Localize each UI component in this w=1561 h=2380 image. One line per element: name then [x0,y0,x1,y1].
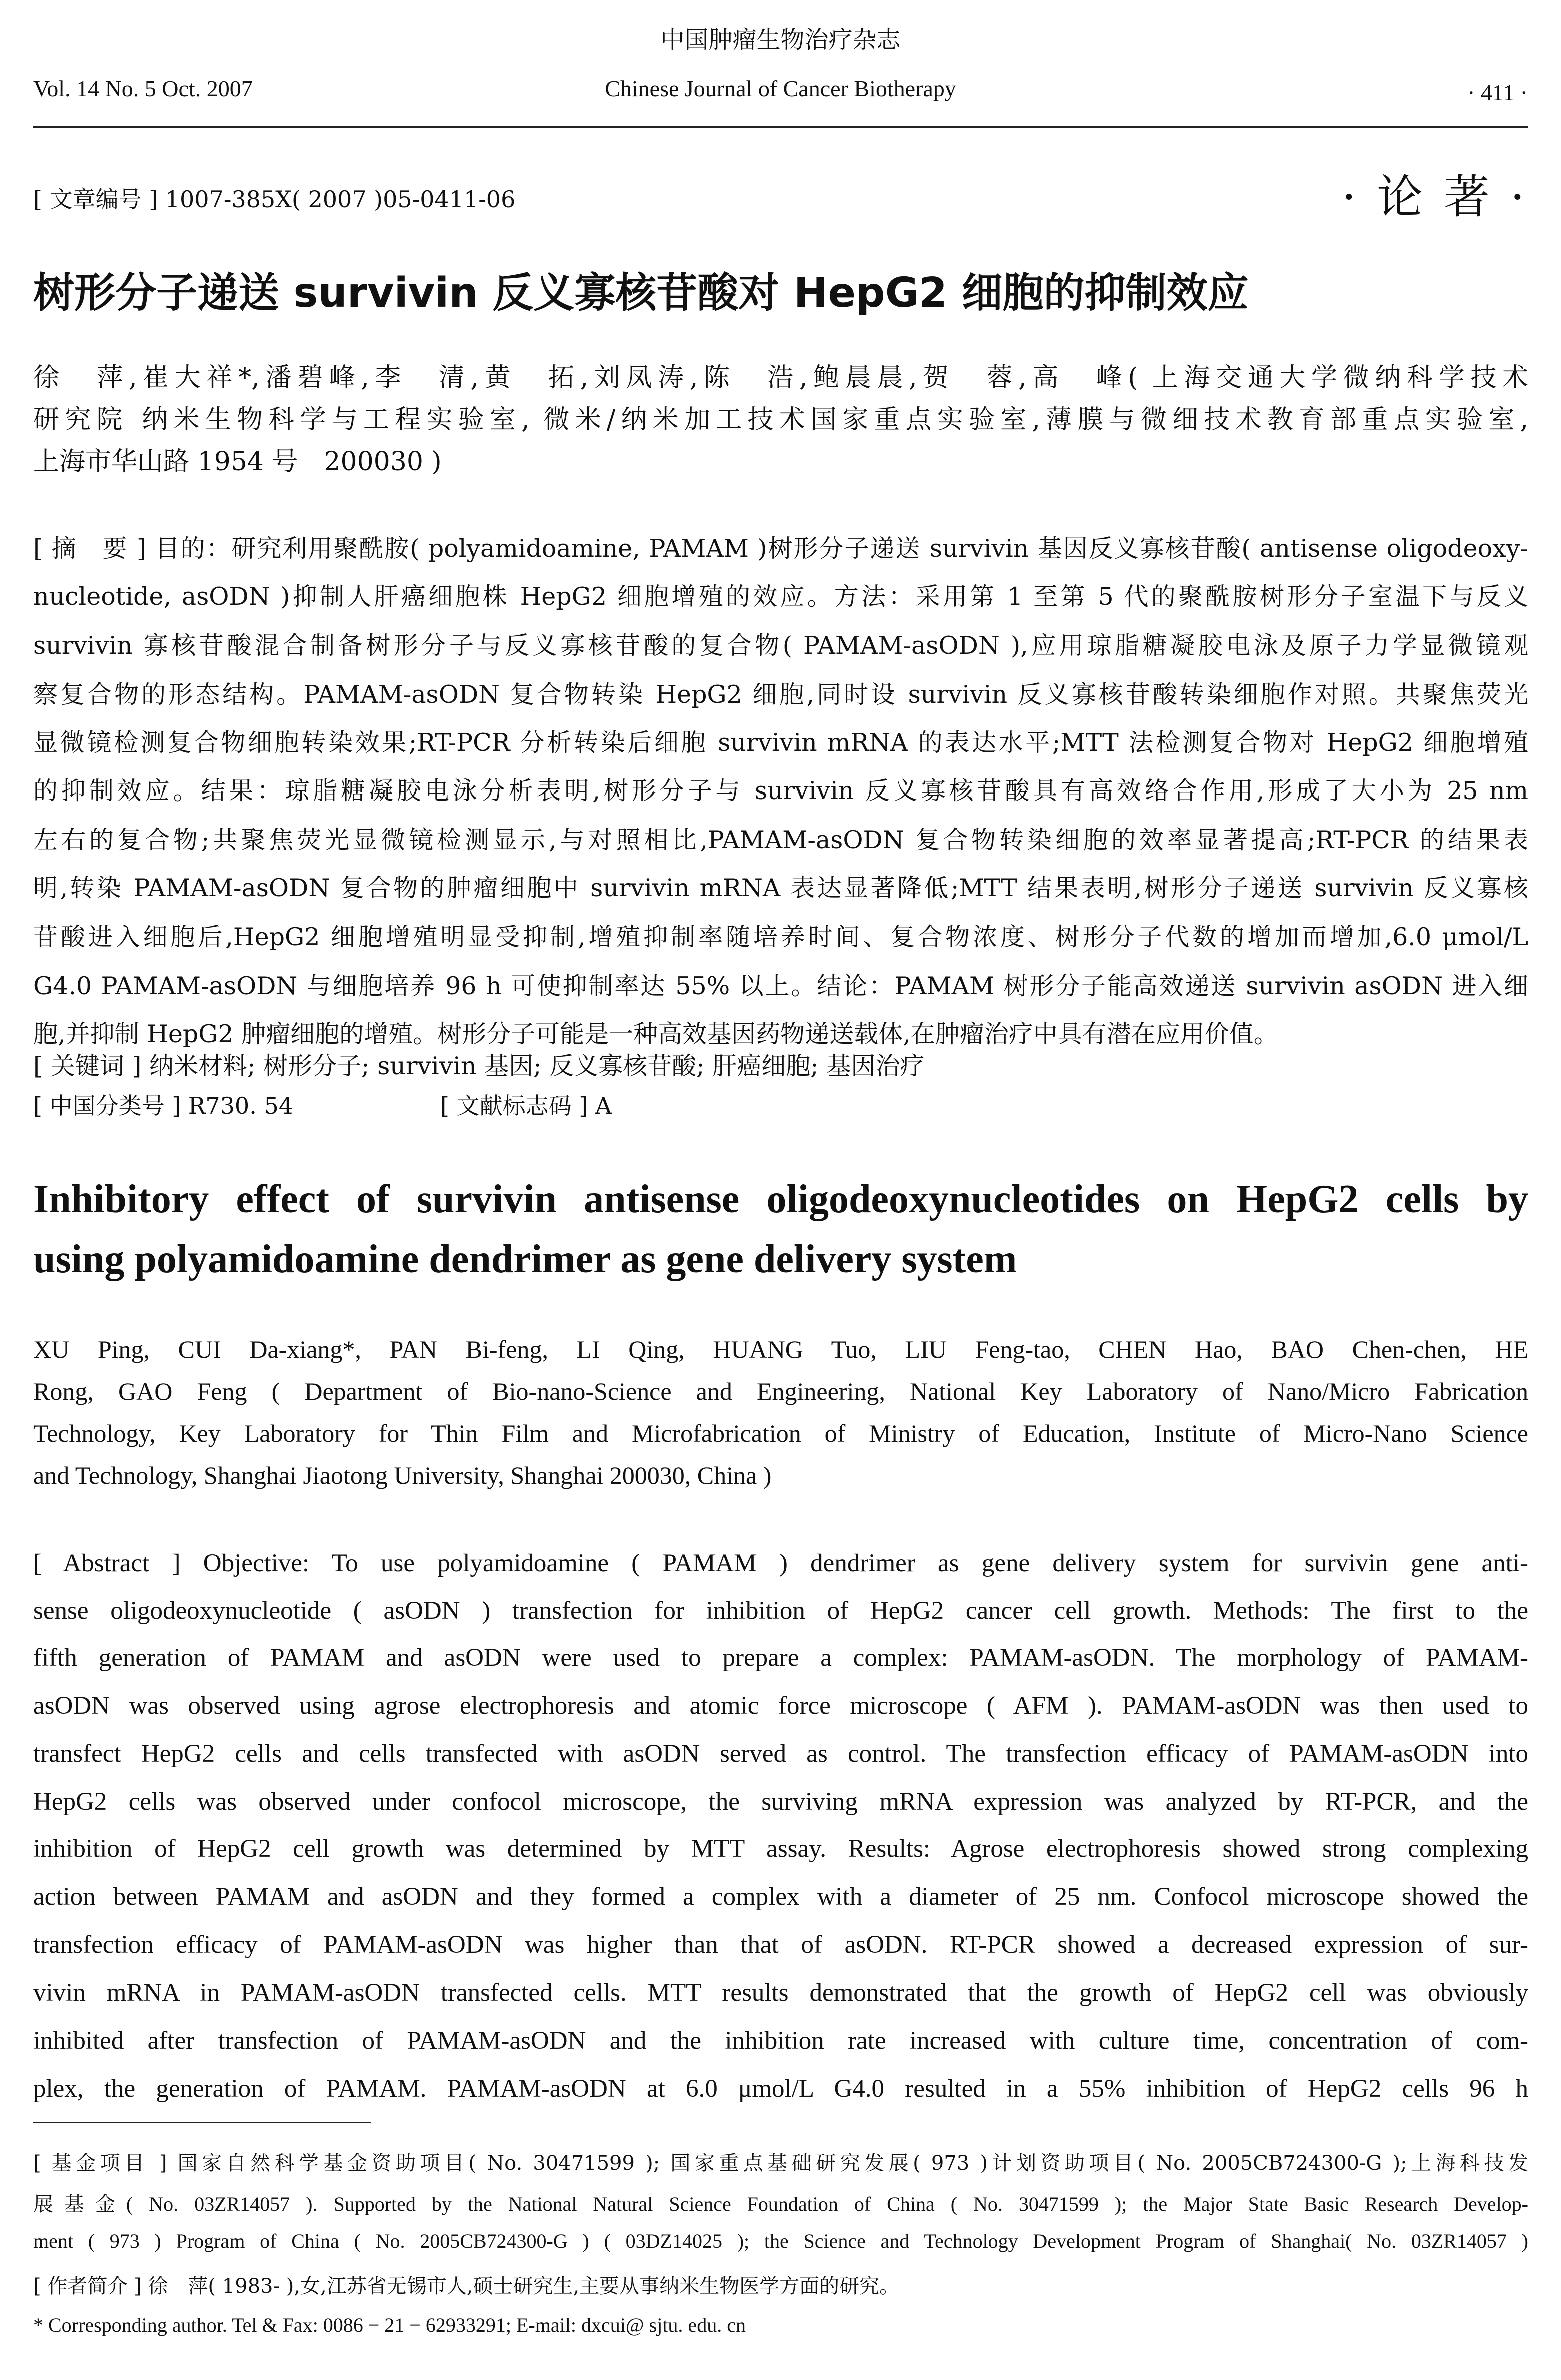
abstract-en-line: transfection efficacy of PAMAM-asODN was higher than that of asODN. RT-PCR showed a decreased expression of sur- [33,1931,1528,1959]
abstract-cn-line: survivin 寡核苷酸混合制备树形分子与反义寡核苷酸的复合物( PAMAM-asODN ),应用琼脂糖凝胶电泳及原子力学显微镜观 [33,631,1528,660]
authors-cn-line: 上海市华山路 1954 号 200030 ) [33,447,442,477]
fund-footnote-line: [ 基金项目 ] 国家自然科学基金资助项目( No. 30471599 ); 国家重点基础研究发展( 973 )计划资助项目( No. 2005CB724300-G );上海科技发 [33,2152,1528,2175]
abstract-en-line: sense oligodeoxynucleotide ( asODN ) transfection for inhibition of HepG2 cancer cell growth. Methods: The first to the [33,1597,1528,1625]
abstract-cn-line: nucleotide, asODN )抑制人肝癌细胞株 HepG2 细胞增殖的效应。方法：采用第 1 至第 5 代的聚酰胺树形分子室温下与反义 [33,582,1528,611]
authors-en-line: XU Ping, CUI Da-xiang*, PAN Bi-feng, LI Qing, HUANG Tuo, LIU Feng-tao, CHEN Hao, BAO Chen-chen, HE [33,1335,1528,1363]
authors-cn-line: 研究院 纳米生物科学与工程实验室, 微米/纳米加工技术国家重点实验室,薄膜与微细技术教育部重点实验室, [33,405,1528,435]
abstract-en-line: plex, the generation of PAMAM. PAMAM-asODN at 6.0 μmol/L G4.0 resulted in a 55% inhibition of HepG2 cells 96 h [33,2075,1528,2103]
footnote-rule [33,2122,371,2123]
article-number: [ 文章编号 ] 1007-385X( 2007 )05-0411-06 [33,186,516,213]
abstract-cn-line: 明,转染 PAMAM-asODN 复合物的肿瘤细胞中 survivin mRNA 表达显著降低;MTT 结果表明,树形分子递送 survivin 反义寡核 [33,874,1528,902]
abstract-en-line: [ Abstract ] Objective: To use polyamidoamine ( PAMAM ) dendrimer as gene delivery system for survivin gene anti- [33,1549,1528,1577]
journal-title-cn: 中国肿瘤生物治疗杂志 [660,26,901,54]
title-en-line: Inhibitory effect of survivin antisense oligodeoxynucleotides on HepG2 cells by [33,1177,1528,1221]
document-code: [ 文献标志码 ] A [440,1092,612,1119]
corresponding-author: * Corresponding author. Tel & Fax: 0086 − 21 − 62933291; E-mail: dxcui@ sjtu. edu. cn [33,2314,746,2336]
abstract-en-line: action between PAMAM and asODN and they formed a complex with a diameter of 25 nm. Confocol microscope showed the [33,1883,1528,1911]
classification-number: [ 中国分类号 ] R730. 54 [33,1092,293,1119]
abstract-en-line: inhibited after transfection of PAMAM-asODN and the inhibition rate increased with culture time, concentration of com- [33,2027,1528,2055]
abstract-cn-line: G4.0 PAMAM-asODN 与细胞培养 96 h 可使抑制率达 55% 以上。结论：PAMAM 树形分子能高效递送 survivin asODN 进入细 [33,972,1528,1000]
title-en-line: using polyamidoamine dendrimer as gene delivery system [33,1237,1017,1281]
page-number: · 411 · [1467,80,1528,105]
fund-footnote-line: 展基金( No. 03ZR14057 ). Supported by the National Natural Science Foundation of China ( No. 30471599 ); the Major State Basic Research Develop- [33,2193,1528,2215]
author-bio: [ 作者简介 ] 徐 萍( 1983- ),女,江苏省无锡市人,硕士研究生,主要从事纳米生物医学方面的研究。 [33,2275,900,2298]
abstract-cn-line: 苷酸进入细胞后,HepG2 细胞增殖明显受抑制,增殖抑制率随培养时间、复合物浓度、树形分子代数的增加而增加,6.0 μmol/L [33,923,1528,951]
authors-en-line: Technology, Key Laboratory for Thin Film and Microfabrication of Ministry of Education, Institute of Micro-Nano Science [33,1419,1528,1447]
abstract-cn-line: 显微镜检测复合物细胞转染效果;RT-PCR 分析转染后细胞 survivin mRNA 的表达水平;MTT 法检测复合物对 HepG2 细胞增殖 [33,728,1528,757]
column-label: · 论 著 · [1341,170,1528,224]
abstract-en-line: inhibition of HepG2 cell growth was determined by MTT assay. Results: Agrose electrophoresis showed strong complexing [33,1835,1528,1863]
abstract-en-line: vivin mRNA in PAMAM-asODN transfected cells. MTT results demonstrated that the growth of HepG2 cell was obviously [33,1979,1528,2007]
abstract-en-line: fifth generation of PAMAM and asODN were used to prepare a complex: PAMAM-asODN. The morphology of PAMAM- [33,1644,1528,1672]
keywords: [ 关键词 ] 纳米材料; 树形分子; survivin 基因; 反义寡核苷酸; 肝癌细胞; 基因治疗 [33,1052,925,1080]
abstract-en-line: asODN was observed using agrose electrophoresis and atomic force microscope ( AFM ). PAMAM-asODN was then used to [33,1692,1528,1720]
authors-cn-line: 徐 萍,崔大祥*,潘碧峰,李 清,黄 拓,刘凤涛,陈 浩,鲍晨晨,贺 蓉,高 峰( 上海交通大学微纳科学技术 [33,363,1528,393]
abstract-cn-line: 左右的复合物;共聚焦荧光显微镜检测显示,与对照相比,PAMAM-asODN 复合物转染细胞的效率显著提高;RT-PCR 的结果表 [33,826,1528,854]
abstract-cn-line: 胞,并抑制 HepG2 肿瘤细胞的增殖。树形分子可能是一种高效基因药物递送载体,在肿瘤治疗中具有潜在应用价值。 [33,1020,1278,1048]
title-cn: 树形分子递送 survivin 反义寡核苷酸对 HepG2 细胞的抑制效应 [33,269,1249,317]
abstract-cn-line: 察复合物的形态结构。PAMAM-asODN 复合物转染 HepG2 细胞,同时设 survivin 反义寡核苷酸转染细胞作对照。共聚焦荧光 [33,680,1528,709]
authors-en-line: and Technology, Shanghai Jiaotong University, Shanghai 200030, China ) [33,1461,772,1489]
fund-footnote-line: ment ( 973 ) Program of China ( No. 2005CB724300-G ) ( 03DZ14025 ); the Science and Technology Development Program of Shanghai( No. 03ZR14057 ) [33,2230,1528,2252]
abstract-en-line: HepG2 cells was observed under confocol microscope, the surviving mRNA expression was analyzed by RT-PCR, and the [33,1788,1528,1816]
journal-title-en: Chinese Journal of Cancer Biotherapy [605,76,956,101]
abstract-en-line: transfect HepG2 cells and cells transfected with asODN served as control. The transfection efficacy of PAMAM-asODN into [33,1740,1528,1768]
authors-en-line: Rong, GAO Feng ( Department of Bio-nano-Science and Engineering, National Key Laboratory of Nano/Micro Fabrication [33,1377,1528,1405]
abstract-cn-line: 的抑制效应。结果：琼脂糖凝胶电泳分析表明,树形分子与 survivin 反义寡核苷酸具有高效络合作用,形成了大小为 25 nm [33,776,1528,805]
header-rule [33,126,1528,128]
abstract-cn-line: [ 摘 要 ] 目的：研究利用聚酰胺( polyamidoamine, PAMAM )树形分子递送 survivin 基因反义寡核苷酸( antisense oligodeoxy- [33,534,1528,563]
volume-issue: Vol. 14 No. 5 Oct. 2007 [33,76,253,101]
